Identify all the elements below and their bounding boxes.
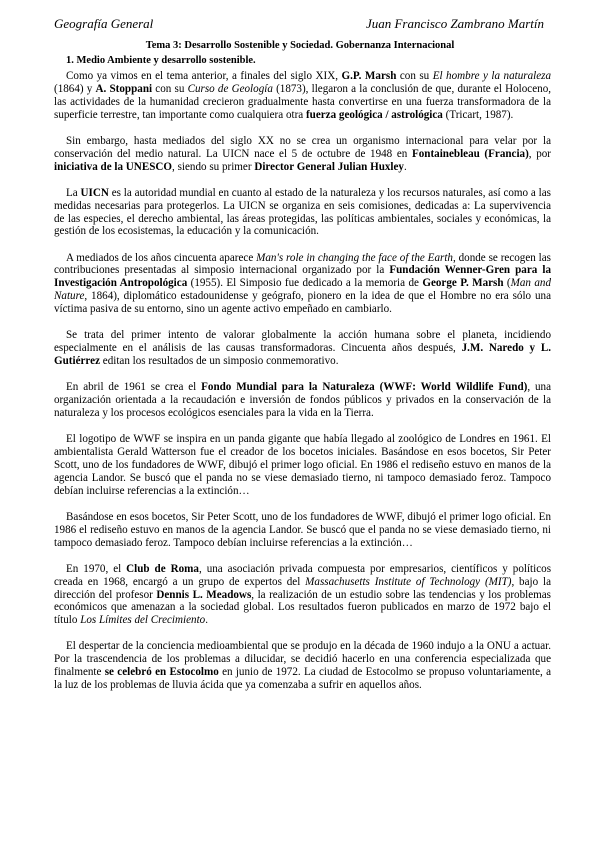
emphasis: iniciativa de la UNESCO xyxy=(54,160,173,173)
text: En 1970, el xyxy=(66,562,127,575)
text: . xyxy=(403,160,407,173)
emphasis: Director General Julian Huxley xyxy=(254,160,404,173)
text: editan los resultados de un simposio conmemorativo. xyxy=(100,355,339,368)
emphasis: Fondo Mundial para la Naturaleza (WWF: World Wildlife Fund) xyxy=(201,381,528,394)
paragraph-10 xyxy=(54,640,551,692)
text: (Tricart, 1987). xyxy=(442,108,514,121)
text: , bajo la dirección del profesor xyxy=(54,575,551,601)
institution-name: Massachusetts Institute of Technology (MIT) xyxy=(305,575,512,588)
text: con su xyxy=(152,82,188,95)
emphasis: Dennis L. Meadows xyxy=(156,588,252,601)
emphasis: George P. Marsh xyxy=(422,277,504,290)
emphasis: se celebró en Estocolmo xyxy=(104,666,219,679)
text: (1864) y xyxy=(54,82,96,95)
emphasis: J.M. Naredo y L. Gutiérrez xyxy=(54,342,551,368)
text: , por xyxy=(528,147,552,160)
text: La xyxy=(66,186,81,199)
text: , 1864), diplomático estadounidense y geógrafo, pionero en la idea de que el Hombre no era sólo una víctima pasiva de su entorno, sino un agente activo empeñado en cambiarlo. xyxy=(54,290,551,316)
text: (1955). El Simposio fue dedicado a la memoria de xyxy=(187,277,423,290)
emphasis: Club de Roma xyxy=(126,562,199,575)
book-title: Los Límites del Crecimiento xyxy=(80,614,206,627)
paragraph-8: Basándose en esos bocetos, Sir Peter Scott, uno de los fundadores de WWF, dibujó el primer logo oficial. En 1986 el rediseño estuvo en manos de la agencia Landor. Se buscó que el panda no se viese demasiado tierno, ni tampoco demasiado feroz. Tampoco debían incluirse referencias a la extinción… xyxy=(54,510,551,549)
paragraph-7: El logotipo de WWF se inspira en un panda gigante que había llegado al zoológico de Londres en 1961. El ambientalista Gerald Watterson fue el creador de los bocetos iniciales. Basándose en esos bocetos, Sir Peter Scott, uno de los fundadores de WWF, dibujó el primer logo oficial. En 1986 el rediseño estuvo en manos de la agencia Landor. Se buscó que el panda no se viese demasiado tierno, ni tampoco demasiado feroz. Tampoco debían incluirse referencias a la extinción… xyxy=(54,433,551,497)
paragraph-9 xyxy=(54,563,551,628)
text: Sin embargo, hasta mediados del siglo XX no se crea un organismo internacional para velar por la conservación del medio natural. La UICN nace el 5 de octubre de 1948 en xyxy=(54,134,551,160)
book-title: Curso de Geología xyxy=(187,82,273,95)
paragraph-6 xyxy=(54,381,551,420)
book-title: El hombre y la naturaleza xyxy=(432,70,552,82)
paragraph-1 xyxy=(54,70,551,122)
emphasis: fuerza geológica / astrológica xyxy=(305,108,443,121)
text: . xyxy=(205,614,208,627)
document-body xyxy=(54,70,551,705)
emphasis-stoppani: A. Stoppani xyxy=(95,82,153,95)
emphasis: Fontainebleau (Francia) xyxy=(411,147,529,160)
text: En abril de 1961 se crea el xyxy=(66,381,202,394)
text: en junio de 1972. La ciudad de Estocolmo se propuso voluntariamente, a la luz de los problemas de lluvia ácida que ya comenzaba a sufrir en aquellos años. xyxy=(54,666,551,692)
text: , una organización orientada a la recaudación e inversión de fondos públicos y privados en la conservación de la naturaleza y los procesos ecológicos esenciales para la vida en la Tierra. xyxy=(54,381,551,419)
text: Se trata del primer intento de valorar globalmente la acción humana sobre el planeta, incidiendo especialmente en el análisis de las causas transformadoras. Cincuenta años después, xyxy=(54,329,551,355)
text: es la autoridad mundial en cuanto al estado de la naturaleza y los recursos naturales, así como a las medidas necesarias para protegerlos. La UICN se organiza en seis comisiones, dedicadas a: La supervivencia de las especies, el derecho ambiental, las áreas protegidas, las políticas ambientales, sociales y económicas, la gestión de los ecosistemas, la educación y la comunicación. xyxy=(54,186,551,238)
header-author: Juan Francisco Zambrano Martín xyxy=(365,16,544,31)
document-title: Tema 3: Desarrollo Sostenible y Sociedad. Gobernanza Internacional xyxy=(145,40,455,51)
paragraph-2 xyxy=(54,135,551,174)
text: con su xyxy=(396,70,433,82)
paragraph-4 xyxy=(54,252,551,317)
text: Como ya vimos en el tema anterior, a finales del siglo XIX, xyxy=(66,70,342,82)
emphasis: UICN xyxy=(80,186,109,199)
text: , siendo su primer xyxy=(172,160,255,173)
text: El despertar de la conciencia medioambiental que se produjo en la década de 1960 indujo a la ONU a actuar. Por la trascendencia de los problemas a dilucidar, se decidió hacerlo en una conferencia especializada que finalmente xyxy=(54,640,551,679)
emphasis-marsh: G.P. Marsh xyxy=(341,70,397,82)
text: , una asociación privada compuesta por empresarios, científicos y políticos creada en 1968, encargó a un grupo de expertos del xyxy=(54,562,552,588)
paragraph-5 xyxy=(54,329,551,368)
paragraph-3 xyxy=(54,187,551,239)
book-title: Man and Nature xyxy=(54,277,552,303)
book-title: Man's role in changing the face of the Earth xyxy=(256,251,453,264)
text: ( xyxy=(503,277,511,290)
header-course: Geografía General xyxy=(54,16,154,31)
text: (1873), llegaron a la conclusión de que, durante el Holoceno, las actividades de la humanidad crecieron gradualmente hasta convertirse en una fuerza transformadora de la superficie terrestre, tan importante como cualquiera otra xyxy=(54,82,552,121)
text: A mediados de los años cincuenta aparece xyxy=(66,251,257,264)
section-heading: 1. Medio Ambiente y desarrollo sostenible. xyxy=(66,55,256,66)
text: , donde se recogen las contribuciones presentadas al simposio internacional organizado por la xyxy=(54,251,552,277)
emphasis: Fundación Wenner-Gren para la Investigación Antropológica xyxy=(54,264,551,290)
text: , la realización de un estudio sobre las tendencias y los problemas económicos que amenazan a la sociedad global. Los resultados fueron publicados en marzo de 1972 bajo el título xyxy=(54,588,551,627)
